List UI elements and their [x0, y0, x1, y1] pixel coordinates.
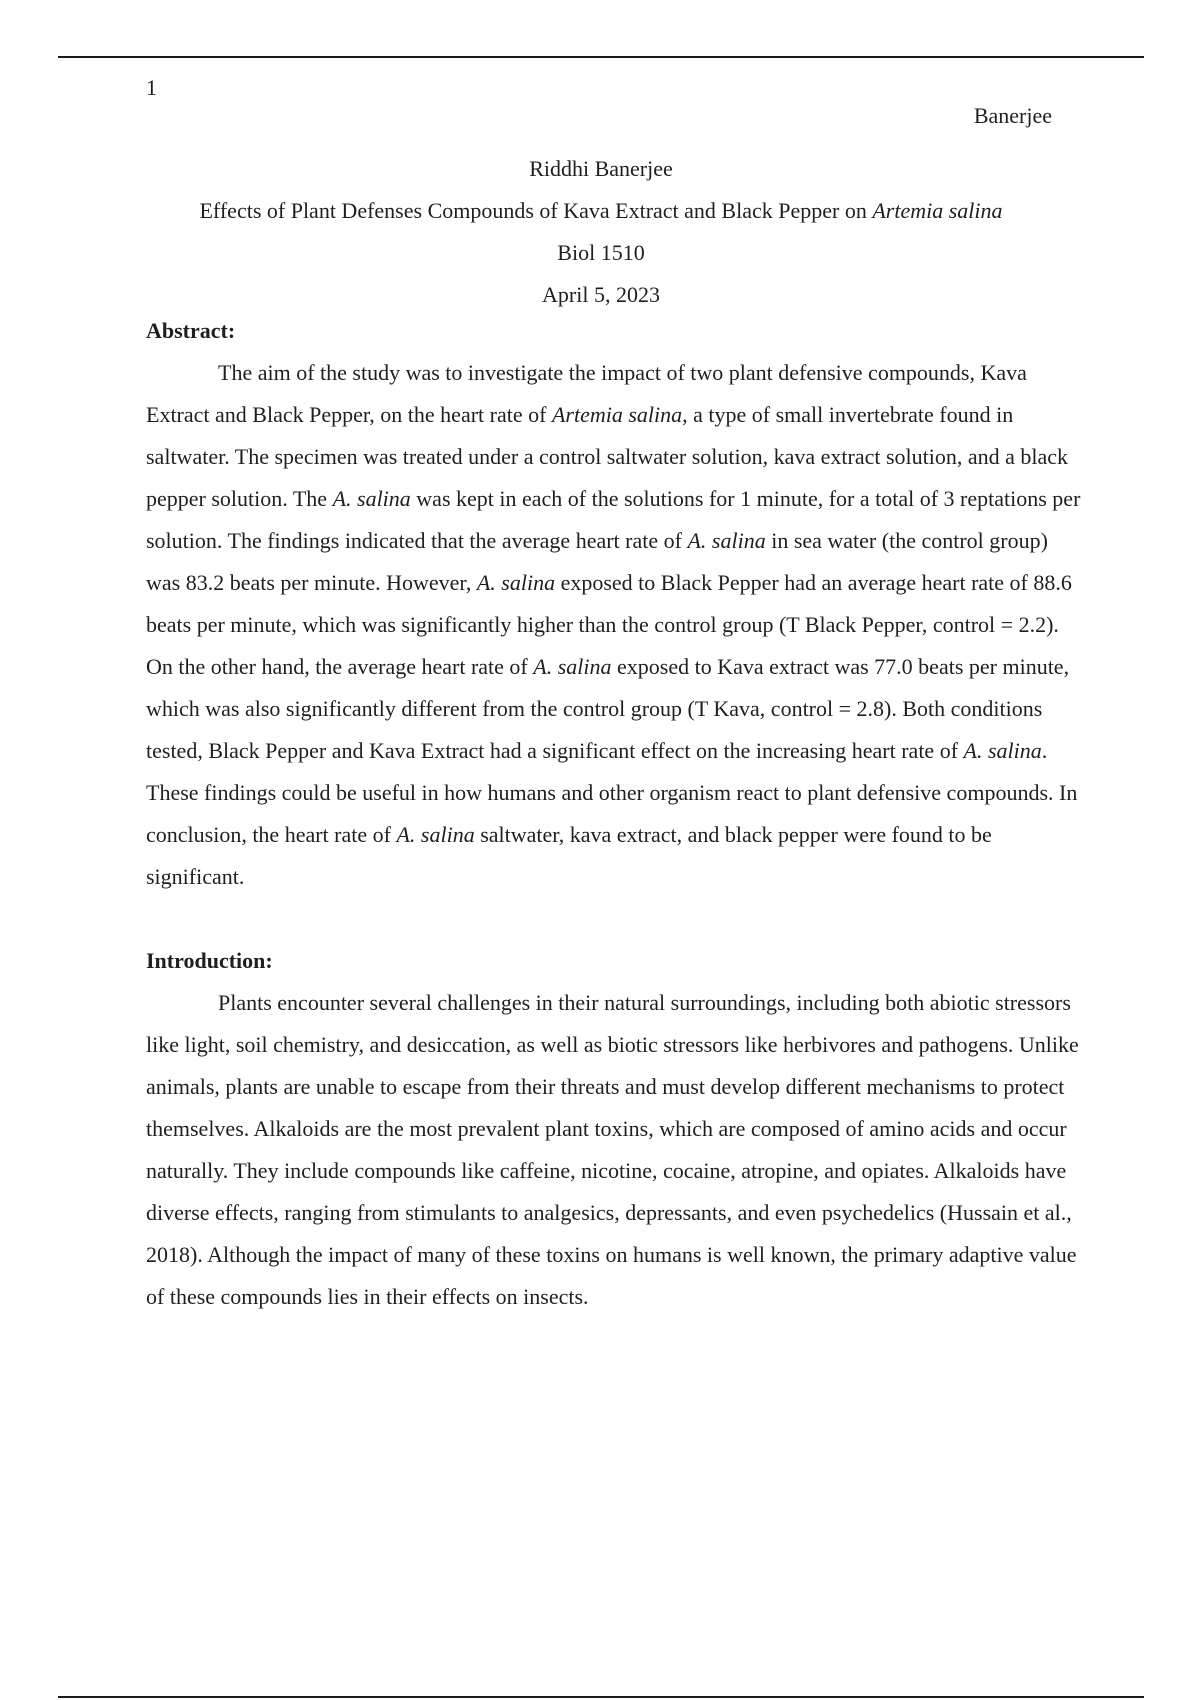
bottom-page-rule: [58, 1696, 1144, 1698]
abstract-paragraph: [146, 352, 1086, 898]
abstract-text: exposed to Kava extract was 77.0 beats per minute, which was also significantly different from the control group (T Kava, control = 2.8). Both conditions tested, Black Pepper and Kava Extract had a significant effect on the increasing heart rate of: [146, 654, 1070, 763]
author-name: Riddhi Banerjee: [529, 156, 673, 181]
species-name: A. salina: [332, 486, 411, 511]
paper-body: [146, 310, 1086, 1318]
paper-title-text: Effects of Plant Defenses Compounds of Kava Extract and Black Pepper on: [199, 198, 873, 223]
introduction-heading: Introduction:: [146, 948, 273, 973]
section-spacer: [146, 898, 1086, 940]
abstract-text: exposed to Black Pepper had an average heart rate of 88.6 beats per minute, which was significantly higher than the control group (T Black Pepper, control = 2.2). On the other hand, the average heart rate of: [146, 570, 1072, 679]
species-name: A. salina: [476, 570, 556, 595]
top-page-rule: [58, 56, 1144, 58]
paper-title-species: Artemia salina: [872, 198, 1003, 223]
paper-date: April 5, 2023: [542, 282, 660, 307]
species-name: A. salina: [396, 822, 475, 847]
course-name: Biol 1510: [557, 240, 645, 265]
running-head: Banerjee: [973, 103, 1052, 128]
species-name: A. salina: [687, 528, 766, 553]
species-name: A. salina: [963, 738, 1042, 763]
abstract-text: in sea water (the control group) was 83.2 beats per minute. However,: [146, 528, 1048, 595]
abstract-heading: Abstract:: [146, 318, 236, 343]
abstract-text: , a type of small invertebrate found in saltwater. The specimen was treated under a control saltwater solution, kava extract solution, and a black pepper solution. The: [146, 402, 1069, 511]
page-number: 1: [146, 75, 157, 100]
title-block: [146, 148, 1056, 316]
species-name: Artemia salina: [551, 402, 683, 427]
species-name: A. salina: [533, 654, 612, 679]
introduction-paragraph: Plants encounter several challenges in their natural surroundings, including both abiotic stressors like light, soil chemistry, and desiccation, as well as biotic stressors like herbivores and pathogens. Unlike animals, plants are unable to escape from their threats and must develop different mechanisms to protect themselves. Alkaloids are the most prevalent plant toxins, which are composed of amino acids and occur naturally. They include compounds like caffeine, nicotine, cocaine, atropine, and opiates. Alkaloids have diverse effects, ranging from stimulants to analgesics, depressants, and even psychedelics (Hussain et al., 2018). Although the impact of many of these toxins on humans is well known, the primary adaptive value of these compounds lies in their effects on insects.: [146, 990, 1079, 1309]
abstract-text: saltwater, kava extract, and black pepper were found to be significant.: [146, 822, 992, 889]
abstract-text: The aim of the study was to investigate the impact of two plant defensive compounds, Kava Extract and Black Pepper, on the heart rate of: [146, 360, 1027, 427]
paper-title: [146, 190, 1056, 232]
abstract-text: . These findings could be useful in how humans and other organism react to plant defensive compounds. In conclusion, the heart rate of: [146, 738, 1078, 847]
abstract-text: was kept in each of the solutions for 1 minute, for a total of 3 reptations per solution. The findings indicated that the average heart rate of: [146, 486, 1081, 553]
